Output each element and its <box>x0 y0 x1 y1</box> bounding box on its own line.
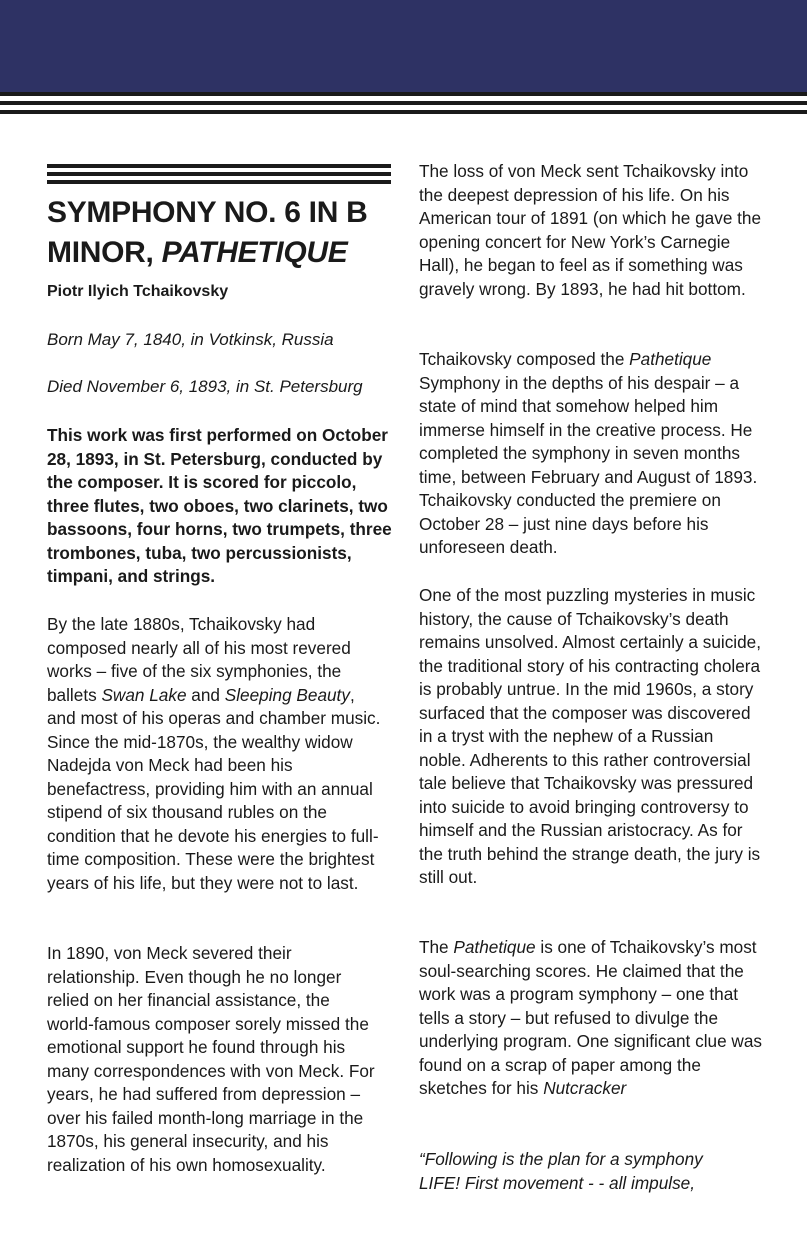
para6-italic-pathetique: Pathetique <box>453 937 536 957</box>
para4-text-a: Tchaikovsky composed the <box>419 349 630 369</box>
composer-name: Piotr Ilyich Tchaikovsky <box>47 283 229 300</box>
paragraph-1 <box>47 613 387 895</box>
paragraph-6 <box>419 936 764 1101</box>
died-date: Died November 6, 1893, in St. Petersburg <box>47 377 363 396</box>
paragraph-5: One of the most puzzling mysteries in music history, the cause of Tchaikovsky’s death remains unsolved. Almost certainly a suicide, the traditional story of his contracting cholera is probably untrue. In the mid 1960s, a story surfaced that the composer was discovered in a tryst with the nephew of a Russian noble. Adherents to this rather controversial tale believe that Tchaikovsky was pressured into suicide to avoid bringing controversy to himself and the Russian aristocracy. As for the truth behind the strange death, the jury is still out. <box>419 585 761 887</box>
header-stripe-3 <box>0 110 807 114</box>
para1-italic-swan-lake: Swan Lake <box>101 684 187 705</box>
paragraph-3: The loss of von Meck sent Tchaikovsky into the deepest depression of his life. On his American tour of 1891 (on which he gave the opening concert for New York’s Carnegie Hall), he began to feel as if something was gravely wrong. By 1893, he had hit bottom. <box>419 161 762 299</box>
para6-italic-nutcracker: Nutcracker <box>543 1078 627 1098</box>
paragraph-2: In 1890, von Meck severed their relationship. Even though he no longer relied on her financial assistance, the world-famous composer sorely missed the emotional support he found through his many correspondences with von Meck. For years, he had suffered from depression – over his failed month-long marriage in the 1870s, his general insecurity, and his realization of his own homosexuality. <box>47 943 375 1175</box>
para1-italic-sleeping-beauty: Sleeping Beauty <box>224 684 350 705</box>
para1-text-e: , and most of his operas and chamber music. Since the mid-1870s, the wealthy widow Nadejda von Meck had been his benefactress, providing him with an annual stipend of six thousand rubles on the condition that he devote his energies to full-time composition. These were the brightest years of his life, but they were not to last. <box>47 684 381 893</box>
title-rule-1 <box>47 164 391 168</box>
title-rule-2 <box>47 172 391 176</box>
para6-text-c: is one of Tchaikovsky’s most soul-searching scores. He claimed that the work was a program symphony – one that tells a story – but refused to divulge the underlying program. One significant clue was found on a scrap of paper among the sketches for his <box>419 937 762 1098</box>
quote-paragraph: “Following is the plan for a symphony LIFE! First movement - - all impulse, <box>419 1149 703 1193</box>
header-stripe-2 <box>0 101 807 105</box>
para1-text-a: By the late 1880s, Tchaikovsky had composed nearly all of his most revered works – five of the six symphonies, the ballets <box>47 614 351 705</box>
header-band <box>0 0 807 92</box>
title-line1: SYMPHONY NO. 6 IN B <box>47 196 368 229</box>
paragraph-4 <box>419 348 764 560</box>
premiere-paragraph: This work was first performed on October 28, 1893, in St. Petersburg, conducted by the composer. It is scored for piccolo, three flutes, two oboes, two clarinets, two bassoons, four horns, two trumpets, three trombones, tuba, two percussionists, timpani, and strings. <box>47 425 392 586</box>
para6-text-a: The <box>419 937 454 957</box>
title-rule-3 <box>47 180 391 184</box>
born-date: Born May 7, 1840, in Votkinsk, Russia <box>47 330 334 349</box>
para1-text-c: and <box>186 684 225 705</box>
para4-italic-pathetique: Pathetique <box>629 349 712 369</box>
header-stripe-1 <box>0 92 807 96</box>
page-title <box>47 193 397 273</box>
title-line2-italic: PATHETIQUE <box>161 236 348 269</box>
title-line2-prefix: MINOR, <box>47 236 162 269</box>
para4-text-c: Symphony in the depths of his despair – a state of mind that somehow helped him immerse himself in the creative process. He completed the symphony in seven months time, between February and August of 1893. Tchaikovsky conducted the premiere on October 28 – just nine days before his unforeseen death. <box>419 372 758 557</box>
